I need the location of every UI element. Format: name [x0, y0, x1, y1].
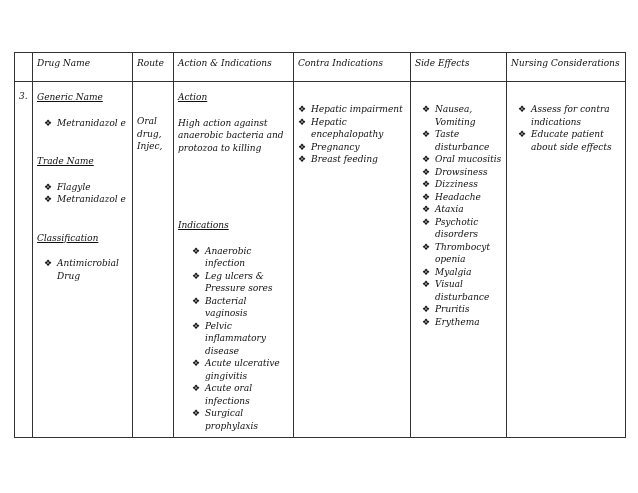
generic-name-label: Generic Name [37, 93, 103, 103]
diamond-bullet-icon: ❖ [298, 142, 307, 153]
side-effects-cell [411, 82, 507, 438]
diamond-bullet-icon: ❖ [298, 117, 307, 128]
list-item [518, 129, 622, 154]
list-item [192, 321, 290, 359]
route-cell [133, 82, 174, 438]
header-route: Route [133, 53, 174, 82]
list-item-text: Flagyle [57, 182, 91, 193]
row-number: 3. [15, 82, 33, 438]
list-item-text: Myalgia [435, 267, 472, 278]
diamond-bullet-icon: ❖ [192, 321, 201, 332]
header-nursing-considerations: Nursing Considerations [507, 53, 626, 82]
list-item-text: Psychotic disorders [435, 217, 479, 240]
list-item [44, 182, 129, 195]
header-drug-name: Drug Name [33, 53, 133, 82]
list-item-text: Drowsiness [435, 167, 488, 178]
diamond-bullet-icon: ❖ [422, 105, 431, 115]
header-number [15, 53, 33, 82]
list-item-text: Anaerobic infection [205, 246, 252, 269]
generic-list [37, 118, 129, 131]
list-item [422, 317, 503, 330]
list-item [192, 358, 290, 383]
list-item [192, 296, 290, 321]
contra-list [298, 104, 407, 167]
diamond-bullet-icon: ❖ [422, 242, 431, 253]
header-contra-indications: Contra Indications [294, 53, 411, 82]
list-item [192, 246, 290, 271]
list-item [518, 104, 622, 129]
list-item-text: Acute oral infections [205, 384, 253, 407]
header-side-effects: Side Effects [411, 53, 507, 82]
list-item [422, 204, 503, 217]
indications-label: Indications [178, 221, 229, 231]
list-item-text: Dizziness [435, 180, 478, 190]
list-item-text: Bacterial vaginosis [205, 296, 248, 319]
list-item [422, 192, 503, 205]
list-item-text: Ataxia [435, 205, 464, 215]
list-item [192, 271, 290, 296]
action-cell [174, 82, 294, 438]
list-item-text: Metranidazol e [57, 118, 126, 129]
diamond-bullet-icon: ❖ [192, 296, 201, 307]
diamond-bullet-icon: ❖ [192, 409, 201, 419]
action-label: Action [178, 93, 208, 103]
contra-cell [294, 82, 411, 438]
list-item-text: Oral mucositis [435, 155, 502, 165]
list-item [422, 129, 503, 154]
list-item-text: Leg ulcers & Pressure sores [205, 271, 273, 294]
list-item [298, 117, 407, 142]
list-item-text: Taste disturbance [435, 130, 490, 153]
diamond-bullet-icon: ❖ [422, 130, 431, 140]
list-item [422, 304, 503, 317]
list-item-text: Thrombocyt openia [435, 242, 490, 265]
action-text: High action against anaerobic bacteria and protozoa to killing [178, 118, 284, 154]
list-item-text: Pelvic inflammatory disease [205, 321, 266, 357]
diamond-bullet-icon: ❖ [422, 317, 431, 328]
list-item-text: Acute ulcerative gingivitis [205, 359, 280, 382]
side-effects-list [415, 104, 503, 329]
list-item [422, 167, 503, 180]
diamond-bullet-icon: ❖ [422, 280, 431, 290]
list-item [422, 279, 503, 304]
list-item [422, 179, 503, 192]
classification-label: Classification [37, 233, 99, 244]
route-text: Oral drug, Injec, [137, 117, 163, 152]
header-action-indications: Action & Indications [174, 53, 294, 82]
list-item [298, 142, 407, 155]
list-item-text: Metranidazol e [57, 195, 126, 205]
list-item [422, 104, 503, 129]
diamond-bullet-icon: ❖ [192, 246, 201, 257]
list-item-text: Hepatic encephalopathy [311, 117, 384, 140]
diamond-bullet-icon: ❖ [422, 192, 431, 203]
diamond-bullet-icon: ❖ [192, 384, 201, 394]
list-item [44, 258, 129, 283]
trade-name-label: Trade Name [37, 157, 94, 167]
diamond-bullet-icon: ❖ [422, 217, 431, 228]
diamond-bullet-icon: ❖ [298, 155, 307, 165]
indications-list [178, 246, 290, 434]
list-item [298, 104, 407, 117]
list-item [44, 118, 129, 131]
list-item-text: Pruritis [435, 305, 470, 315]
classification-list [37, 258, 129, 283]
trade-list [37, 182, 129, 207]
nursing-list [511, 104, 622, 154]
list-item [422, 154, 503, 167]
list-item [422, 242, 503, 267]
table-row [15, 82, 626, 438]
diamond-bullet-icon: ❖ [422, 167, 431, 178]
list-item-text: Erythema [435, 317, 480, 328]
diamond-bullet-icon: ❖ [44, 195, 53, 205]
diamond-bullet-icon: ❖ [192, 271, 201, 282]
diamond-bullet-icon: ❖ [192, 359, 201, 369]
diamond-bullet-icon: ❖ [44, 118, 53, 129]
list-item-text: Visual disturbance [435, 280, 490, 303]
nursing-cell [507, 82, 626, 438]
list-item-text: Pregnancy [311, 142, 360, 153]
diamond-bullet-icon: ❖ [422, 305, 431, 315]
list-item-text: Surgical prophylaxis [205, 409, 258, 432]
list-item-text: Breast feeding [311, 155, 378, 165]
list-item [422, 217, 503, 242]
list-item [298, 154, 407, 167]
list-item-text: Assess for contra indications [531, 105, 610, 128]
list-item-text: Antimicrobial Drug [57, 259, 119, 282]
list-item-text: Headache [435, 192, 481, 203]
diamond-bullet-icon: ❖ [422, 205, 431, 215]
header-row [15, 53, 626, 82]
diamond-bullet-icon: ❖ [422, 155, 431, 165]
diamond-bullet-icon: ❖ [298, 105, 307, 115]
list-item [422, 267, 503, 280]
diamond-bullet-icon: ❖ [44, 259, 53, 269]
diamond-bullet-icon: ❖ [44, 182, 53, 193]
list-item-text: Educate patient about side effects [531, 130, 612, 153]
drug-table [14, 52, 626, 438]
diamond-bullet-icon: ❖ [422, 180, 431, 190]
drug-name-cell [33, 82, 133, 438]
list-item [192, 383, 290, 408]
diamond-bullet-icon: ❖ [518, 105, 527, 115]
list-item [192, 408, 290, 433]
list-item-text: Nausea, Vomiting [435, 105, 476, 128]
list-item [44, 194, 129, 207]
diamond-bullet-icon: ❖ [422, 267, 431, 278]
list-item-text: Hepatic impairment [311, 105, 403, 115]
diamond-bullet-icon: ❖ [518, 130, 527, 140]
